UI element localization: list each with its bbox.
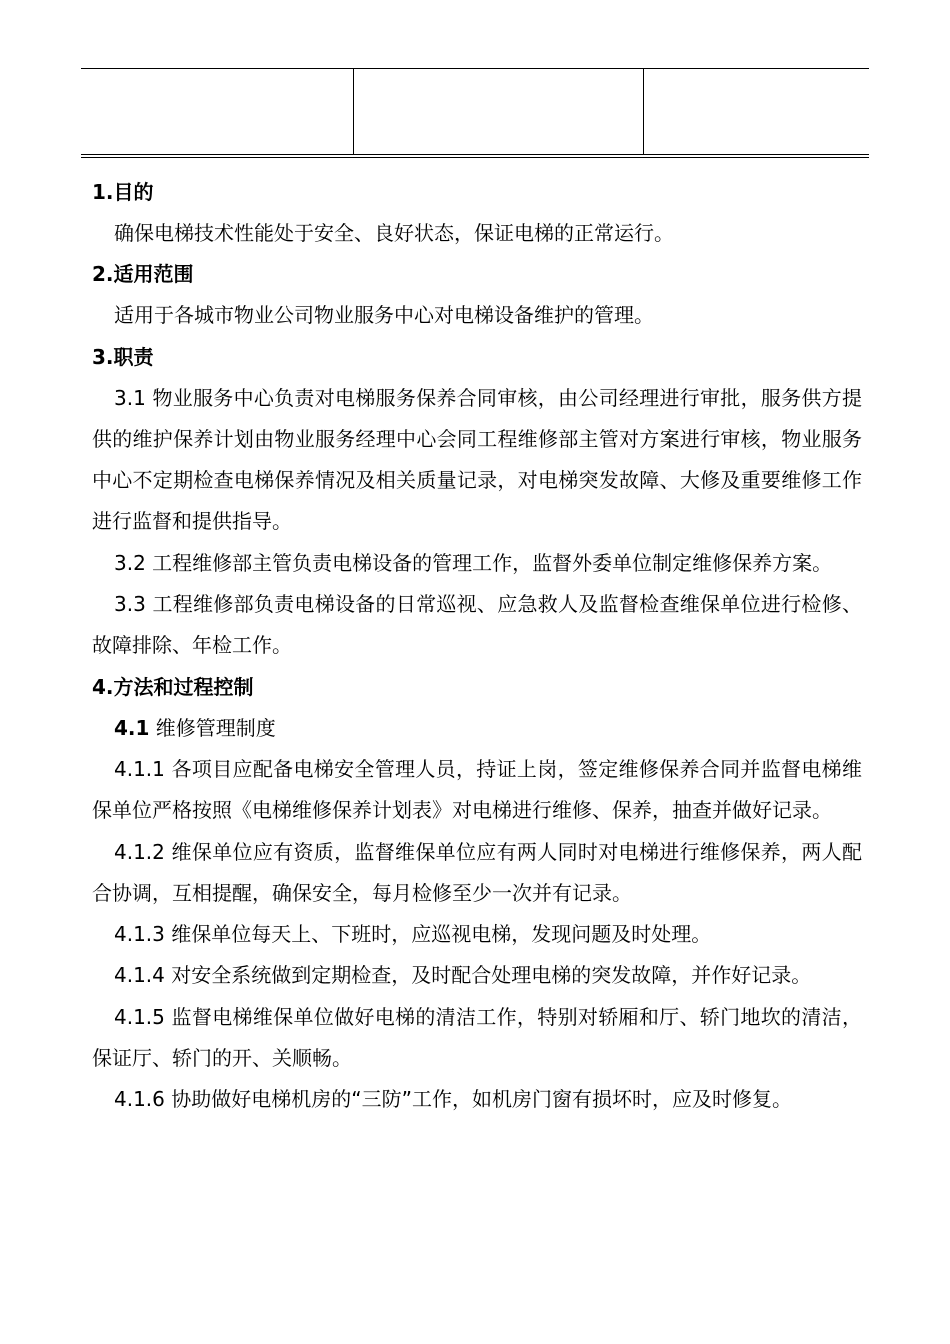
section-heading-responsibilities: 3.职责 <box>92 344 154 369</box>
paragraph-4-1-6: 4.1.6 协助做好电梯机房的“三防”工作，如机房门窗有损坏时，应及时修复。 <box>114 1087 792 1112</box>
paragraph-3-2: 3.2 工程维修部主管负责电梯设备的管理工作，监督外委单位制定维修保养方案。 <box>114 550 833 575</box>
paragraph-purpose: 确保电梯技术性能处于安全、良好状态，保证电梯的正常运行。 <box>114 221 674 245</box>
document-body <box>92 172 862 1121</box>
header-cell-2 <box>354 68 642 155</box>
paragraph-4-1-5: 4.1.5 监督电梯维保单位做好电梯的清洁工作，特别对轿厢和厅、轿门地坎的清洁，保证厅、轿门的开、关顺畅。 <box>92 1004 862 1071</box>
paragraph-3-1: 3.1 物业服务中心负责对电梯服务保养合同审核，由公司经理进行审批，服务供方提供的维护保养计划由物业服务经理中心会同工程维修部主管对方案进行审核，物业服务中心不定期检查电梯保养情况及相关质量记录，对电梯突发故障、大修及重要维修工作进行监督和提供指导。 <box>92 385 862 534</box>
header-table <box>81 68 869 158</box>
table-bottom-rule-double <box>81 157 869 158</box>
section-heading-methods: 4.方法和过程控制 <box>92 674 254 699</box>
paragraph-3-3: 3.3 工程维修部负责电梯设备的日常巡视、应急救人及监督检查维保单位进行检修、故障排除、年检工作。 <box>92 592 862 658</box>
paragraph-scope: 适用于各城市物业公司物业服务中心对电梯设备维护的管理。 <box>114 303 654 328</box>
subsection-label: 维修管理制度 <box>149 715 276 740</box>
paragraph-4-1-2: 4.1.2 维保单位应有资质，监督维保单位应有两人同时对电梯进行维修保养，两人配合协调，互相提醒，确保安全，每月检修至少一次并有记录。 <box>92 839 862 905</box>
paragraph-4-1-3: 4.1.3 维保单位每天上、下班时，应巡视电梯，发现问题及时处理。 <box>114 922 712 947</box>
paragraph-4-1-4: 4.1.4 对安全系统做到定期检查，及时配合处理电梯的突发故障，并作好记录。 <box>114 963 812 988</box>
subsection-number: 4.1 <box>114 715 150 740</box>
section-heading-scope: 2.适用范围 <box>92 262 194 287</box>
paragraph-4-1-1: 4.1.1 各项目应配备电梯安全管理人员，持证上岗，签定维修保养合同并监督电梯维保单位严格按照《电梯维修保养计划表》对电梯进行维修、保养，抽查并做好记录。 <box>92 756 862 823</box>
table-bottom-rule <box>81 154 869 155</box>
header-cell-1 <box>81 68 353 155</box>
subsection-heading-4-1 <box>92 708 862 749</box>
header-cell-3 <box>644 68 869 155</box>
section-heading-purpose: 1.目的 <box>92 180 154 204</box>
